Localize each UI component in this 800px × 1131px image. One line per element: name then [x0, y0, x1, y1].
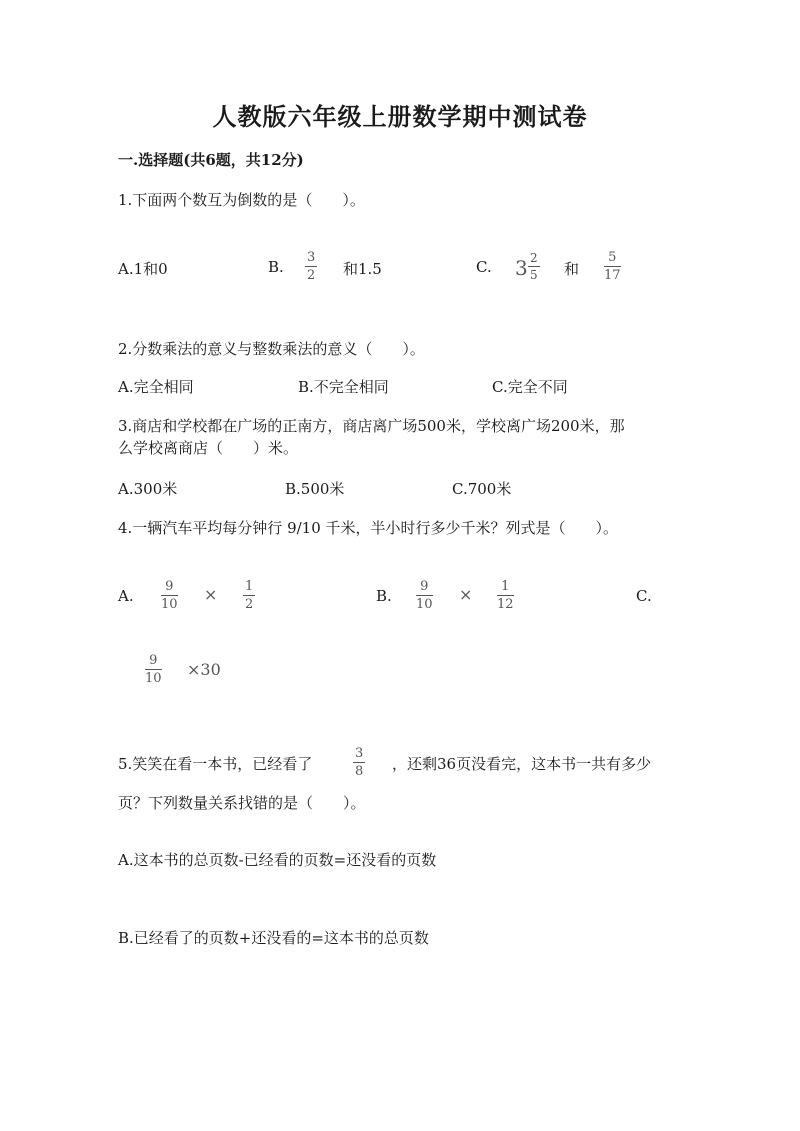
q2-option-a: A.完全相同: [118, 378, 194, 396]
q4-option-b-label: B.: [376, 587, 392, 605]
q1-option-c-whole: 3: [515, 256, 528, 280]
fraction-denominator: 10: [145, 671, 162, 686]
q1-option-c-and: 和: [564, 260, 580, 278]
q1-option-b-label: B.: [268, 258, 284, 276]
q3-option-c: C.700米: [452, 480, 512, 498]
q4-option-c-tail: ×30: [187, 660, 221, 679]
fraction-denominator: 5: [530, 268, 538, 282]
q1-option-b-tail: 和1.5: [343, 260, 382, 278]
q1-option-a: A.1和0: [118, 260, 168, 278]
fraction-numerator: 1: [245, 579, 254, 594]
fraction-numerator: 3: [307, 250, 316, 265]
fraction-numerator: 5: [608, 250, 617, 265]
question-1-stem: 1.下面两个数互为倒数的是（ ）。: [118, 191, 365, 209]
fraction-denominator: 2: [245, 597, 254, 612]
fraction-denominator: 12: [497, 597, 514, 612]
q5-option-b: B.已经看了的页数+还没看的=这本书的总页数: [118, 929, 429, 947]
question-5-pre: 5.笑笑在看一本书，已经看了: [118, 755, 313, 773]
q1-option-c-label: C.: [476, 258, 492, 276]
q2-option-b: B.不完全相同: [298, 378, 389, 396]
q1-option-b-fraction: [305, 251, 317, 282]
q4-option-a-times: ×: [204, 585, 218, 604]
q4-option-a-fraction-1: [161, 580, 178, 611]
q3-option-a: A.300米: [118, 480, 178, 498]
fraction-denominator: 8: [355, 764, 364, 779]
question-5-line-2: 页？下列数量关系找错的是（ ）。: [118, 794, 366, 812]
fraction-numerator: 2: [530, 251, 538, 265]
q4-option-c-fraction: [145, 654, 162, 685]
fraction-denominator: 2: [307, 268, 316, 283]
fraction-denominator: 10: [161, 597, 178, 612]
q4-option-a-fraction-2: [243, 580, 255, 611]
question-5-post: ，还剩36页没看完，这本书一共有多少: [392, 755, 652, 773]
q4-option-b-fraction-2: [497, 580, 514, 611]
q5-fraction: [353, 747, 365, 778]
page-title: 人教版六年级上册数学期中测试卷: [212, 102, 588, 131]
question-3-line-1: 3.商店和学校都在广场的正南方，商店离广场500米，学校离广场200米，那: [118, 417, 625, 435]
q5-option-a: A.这本书的总页数-已经看的页数=还没看的页数: [118, 851, 437, 869]
fraction-numerator: 9: [165, 579, 174, 594]
fraction-numerator: 3: [355, 746, 364, 761]
q4-option-b-fraction-1: [416, 580, 433, 611]
question-3-line-2: 么学校离商店（ ）米。: [118, 439, 299, 457]
q2-option-c: C.完全不同: [492, 378, 568, 396]
q4-option-c-label: C.: [636, 587, 652, 605]
fraction-numerator: 9: [420, 579, 429, 594]
question-2-stem: 2.分数乘法的意义与整数乘法的意义（ ）。: [118, 340, 425, 358]
fraction-numerator: 9: [149, 653, 158, 668]
q1-option-c-mixed-fraction: [528, 252, 540, 281]
fraction-numerator: 1: [501, 579, 510, 594]
fraction-denominator: 17: [604, 268, 621, 283]
q4-option-b-times: ×: [459, 585, 473, 604]
question-4-stem: 4.一辆汽车平均每分钟行 9/10 千米，半小时行多少千米？列式是（ ）。: [118, 519, 619, 537]
q4-option-a-label: A.: [118, 587, 134, 605]
q1-option-c-fraction: [604, 251, 621, 282]
section-heading: 一.选择题(共6题，共12分): [118, 151, 304, 169]
q3-option-b: B.500米: [285, 480, 345, 498]
fraction-denominator: 10: [416, 597, 433, 612]
